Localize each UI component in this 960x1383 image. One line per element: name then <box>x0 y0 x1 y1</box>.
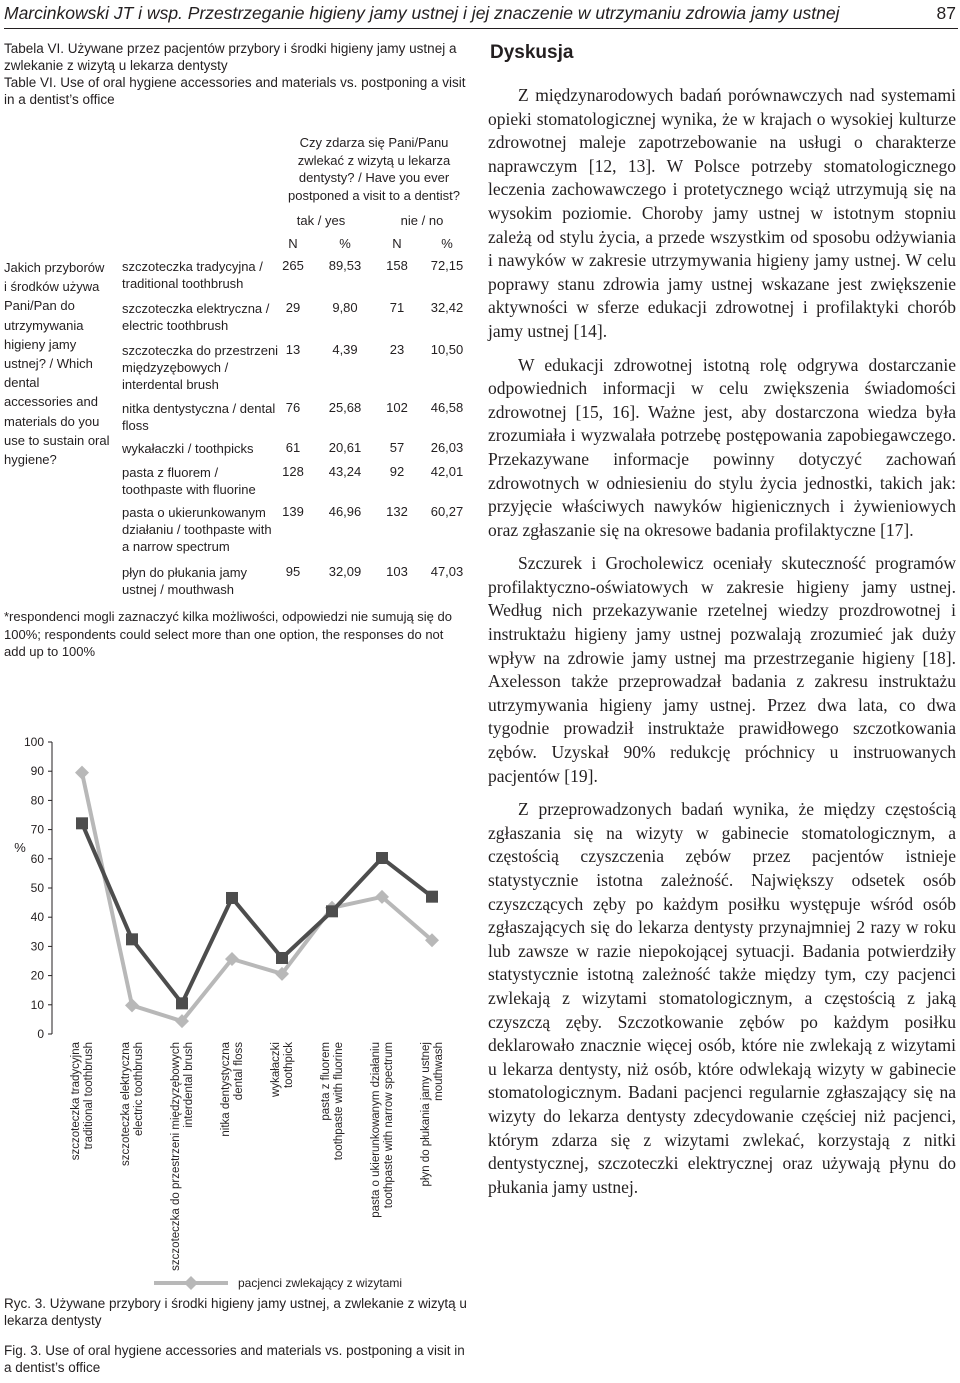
sub-header-no-n: N <box>392 236 402 251</box>
y-tick-label: 0 <box>37 1027 44 1041</box>
cell-no-n: 102 <box>386 400 408 415</box>
cell-yes-pct: 43,24 <box>328 464 362 479</box>
y-tick-label: 10 <box>30 997 44 1012</box>
chart-legend <box>154 1276 418 1290</box>
cell-no-pct: 10,50 <box>430 342 464 357</box>
cell-yes-n: 13 <box>285 342 301 357</box>
x-tick-label-line: dental floss <box>233 1042 245 1101</box>
row-label: szczoteczka do przestrzeni międzyzębowych / interdental brush <box>122 343 279 392</box>
x-tick-label-line: toothpick <box>283 1042 295 1089</box>
x-tick-label <box>170 1042 195 1271</box>
y-tick-label: 30 <box>30 939 44 954</box>
cell-no-pct: 42,01 <box>430 464 464 479</box>
data-point <box>426 891 438 903</box>
data-point <box>176 997 188 1009</box>
cell-yes-n: 76 <box>285 400 301 415</box>
cell-no-pct: 72,15 <box>430 258 464 273</box>
x-tick-label <box>120 1041 145 1166</box>
data-point <box>126 933 138 945</box>
data-point <box>76 817 88 829</box>
y-tick-label: 60 <box>30 851 44 866</box>
row-label: wykałaczki / toothpicks <box>122 441 254 456</box>
x-axis <box>70 1041 445 1270</box>
x-tick-label-line: nitka dentystyczna <box>220 1042 232 1137</box>
page-header <box>4 2 958 29</box>
paragraph: W edukacji zdrowotnej istotną rolę odgrywa dostarczanie odpowiednich informacji w celu zwiększenia świadomości zdrowotnej [15, 16]. Ważne jest, aby dostarczona wiedza była zrozumiała i wyzwalała potrzebę postępowania zapobiegawczego. Przekazywane informacje powinny dotyczyć zachowań zdrowotnych w odniesieniu do stylu życia jednostki, takich jak: przyjęcie właściwych nawyków higienicznych i żywieniowych oraz zgłaszanie się na okresowe badania profilaktyczne [17]. <box>488 354 956 540</box>
x-tick-label <box>270 1042 295 1098</box>
y-tick-label: 100 <box>23 735 44 749</box>
cell-no-pct: 32,42 <box>430 300 464 315</box>
question-header: Czy zdarza się Pani/Panu zwlekać z wizytą u lekarza dentysty? / Have you ever postponed a visit to a dentist? <box>287 135 460 203</box>
cell-no-pct: 26,03 <box>430 440 464 455</box>
data-point <box>276 952 288 964</box>
data-point <box>125 998 139 1012</box>
x-tick-label-line: toothpaste with narrow spectrum <box>383 1042 395 1209</box>
cell-yes-pct: 4,39 <box>332 342 358 357</box>
cell-no-n: 158 <box>386 258 408 273</box>
y-tick-label: 40 <box>30 910 44 925</box>
x-tick-label-line: electric toothbrush <box>133 1042 145 1136</box>
cell-yes-pct: 32,09 <box>328 564 362 579</box>
paragraph: Z międzynarodowych badań porównawczych nad systemami opieki stomatologicznej wynika, że w krajach o wysokiej kulturze zdrowotnej maleje zapotrzebowanie na usługi o charakterze naprawczym [12, 13]. W Polsce potrzeby stomatologicznego leczenia zachowawczego i protetycznego wciąż utrzymują się na wysokim poziomie. Choroby jamy ustnej w istotnym stopniu zależą od stylu życia, a przede wszystkim od sposobu odżywiania i nawyków w zakresie utrzymywania higieny jamy ustnej. W celu poprawy stanu zdrowia jamy ustnej wskazane jest zwiększenie aktywności w sferze edukacji zdrowotnej i profilaktyki chorób jamy ustnej [14]. <box>488 85 956 341</box>
x-tick-label <box>70 1041 95 1160</box>
col-yes-header: tak / yes <box>296 213 346 228</box>
x-tick-label-line: płyn do płukania jamy ustnej <box>420 1042 432 1187</box>
paragraph: Z przeprowadzonych badań wynika, że między częstością zgłaszania się na wizyty w gabinecie stomatologicznym, a częstością czyszczenia zębów przez pacjentów istnieje statystycznie istotna zależność. Największy odsetek osób czyszczących zęby po każdym posiłku występuje wśród osób zgłaszających się do lekarza dentysty przynajmniej 2 razy w roku lub zawsze w razie niepokojącej sytuacji. Badania potwierdziły statystycznie istotną zależność także między tym, czy pacjenci zwlekają z wizytami stomatologicznym, a częstością z jaką czyszczą zęby. Szczotkowanie zębów po każdym posiłku deklarowało znacznie więcej osób, które nie zwlekają z wizytami u lekarza dentysty, niż osób, które odwlekają wizyty w gabinecie stomatologicznym. Badani pacjenci regularnie zgłaszający się na wizyty do lekarza dentysty zdecydowanie częściej niż pacjenci, którym zdarza się z wizytami zwlekać, korzystają z nitki dentystycznej, szczoteczki elektrycznej oraz używają płynu do płukania jamy ustnej. <box>488 799 956 1197</box>
cell-yes-n: 95 <box>285 564 301 579</box>
cell-yes-pct: 46,96 <box>328 504 362 519</box>
y-tick-label: 20 <box>30 968 44 983</box>
y-tick-label: 80 <box>30 793 44 808</box>
row-label: pasta o ukierunkowanym działaniu / toothpaste with a narrow spectrum <box>122 505 272 554</box>
x-tick-label-line: pasta z fluorem <box>320 1042 332 1121</box>
legend-label: pacjenci zwlekający z wizytami <box>238 1276 403 1290</box>
x-tick-label-line: szczoteczka tradycyjna <box>70 1042 82 1161</box>
cell-yes-n: 139 <box>282 504 304 519</box>
cell-no-n: 57 <box>389 440 405 455</box>
col-no-header: nie / no <box>400 213 444 228</box>
cell-no-n: 23 <box>389 342 405 357</box>
sub-header-no-pct: % <box>441 236 453 251</box>
cell-yes-n: 29 <box>285 300 301 315</box>
cell-no-n: 71 <box>389 300 405 315</box>
cell-no-n: 132 <box>386 504 408 519</box>
line-chart <box>4 690 472 1290</box>
cell-no-pct: 60,27 <box>430 504 464 519</box>
figure-caption-pl: Ryc. 3. Używane przybory i środki higieny jamy ustnej, a zwlekanie z wizytą u lekarza dentysty <box>4 1296 467 1328</box>
x-tick-label-line: interdental brush <box>183 1042 195 1128</box>
y-axis-label: % <box>14 840 26 855</box>
cell-no-n: 103 <box>386 564 408 579</box>
x-tick-label <box>420 1042 445 1186</box>
x-tick-label-line: szczoteczka do przestrzeni międzyzębowych <box>170 1042 182 1271</box>
row-label: szczoteczka elektryczna / electric toothbrush <box>122 301 270 333</box>
x-tick-label <box>320 1042 345 1160</box>
data-point <box>326 905 338 917</box>
row-label: nitka dentystyczna / dental floss <box>122 401 276 433</box>
table-footnote: *respondenci mogli zaznaczyć kilka możliwości, odpowiedzi nie sumują się do 100%; respondents could select more than one option, the responses do not add up to 100% <box>4 609 452 659</box>
row-label: pasta z fluorem / toothpaste with fluorine <box>122 465 256 497</box>
cell-yes-pct: 9,80 <box>332 300 358 315</box>
x-tick-label-line: szczoteczka elektryczna <box>120 1042 132 1166</box>
data-point <box>226 892 238 904</box>
data-point <box>75 766 89 780</box>
data-point <box>376 852 388 864</box>
x-tick-label <box>220 1041 245 1136</box>
x-tick-label-line: wykałaczki <box>270 1042 282 1097</box>
x-tick-label-line: toothpaste with fluorine <box>333 1042 345 1161</box>
cell-no-pct: 46,58 <box>430 400 464 415</box>
page-number: 87 <box>936 3 956 23</box>
cell-yes-n: 265 <box>282 258 304 273</box>
paragraph: Szczurek i Grocholewicz oceniały skuteczność programów profilaktyczno-oświatowych w zakresie higieny jamy ustnej. Według nich przekazywanie rzetelnej wiedzy prozdrowotnej i instruktażu higieny jamy ustnej pozwalają zrozumieć jak duży wpływ na zdrowie jamy ustnej ma przestrzeganie higieny [18]. Axelesson także przeprowadzał badania z zakresu instruktażu utrzymywania higieny jamy ustnej. Przez dwa lata, co dwa tygodnie prowadził instruktaże prawidłowego szczotkowania zębów. Uzyskał 90% redukcję próchnicy u instruowanych pacjentów [19]. <box>488 553 956 786</box>
y-tick-label: 50 <box>30 881 44 895</box>
table-caption-en: Table VI. Use of oral hygiene accessories and materials vs. postponing a visit in a dentist’s office <box>4 75 466 107</box>
y-tick-label: 90 <box>30 764 44 779</box>
legend-marker <box>184 1276 198 1290</box>
cell-yes-n: 128 <box>282 464 304 479</box>
sub-header-yes-n: N <box>288 236 298 251</box>
cell-yes-pct: 20,61 <box>328 440 362 455</box>
section-heading: Dyskusja <box>490 42 574 63</box>
table-caption-pl: Tabela VI. Używane przez pacjentów przybory i środki higieny jamy ustnej a zwlekanie z wizytą u lekarza dentysty <box>4 41 457 73</box>
cell-yes-n: 61 <box>285 440 301 455</box>
y-tick-label: 70 <box>30 822 44 837</box>
row-label: szczoteczka tradycyjna / traditional toothbrush <box>122 259 263 291</box>
running-title: Marcinkowski JT i wsp. Przestrzeganie higieny jamy ustnej i jej znaczenie w utrzymaniu zdrowia jamy ustnej <box>4 3 840 23</box>
x-tick-label-line: traditional toothbrush <box>83 1042 95 1150</box>
y-axis <box>24 735 52 1041</box>
x-tick-label-line: mouthwash <box>433 1042 445 1101</box>
x-tick-label <box>370 1042 395 1218</box>
series-line-2 <box>82 823 432 1003</box>
discussion-body <box>488 84 956 1209</box>
x-tick-label-line: pasta o ukierunkowanym działaniu <box>370 1042 382 1218</box>
cell-no-pct: 47,03 <box>430 564 464 579</box>
cell-no-n: 92 <box>389 464 405 479</box>
series-layer <box>75 766 439 1029</box>
figure-caption-en: Fig. 3. Use of oral hygiene accessories and materials vs. postponing a visit in a dentist’s office <box>4 1343 465 1375</box>
cell-yes-pct: 25,68 <box>328 400 362 415</box>
sub-header-yes-pct: % <box>339 236 351 251</box>
cell-yes-pct: 89,53 <box>328 258 362 273</box>
row-label: płyn do płukania jamy ustnej / mouthwash <box>122 565 248 597</box>
row-question: Jakich przyborów i środków używa Pani/Pan do utrzymywania higieny jamy ustnej? / Which dental accessories and materials do you use to sustain oral hygiene? <box>4 260 110 468</box>
